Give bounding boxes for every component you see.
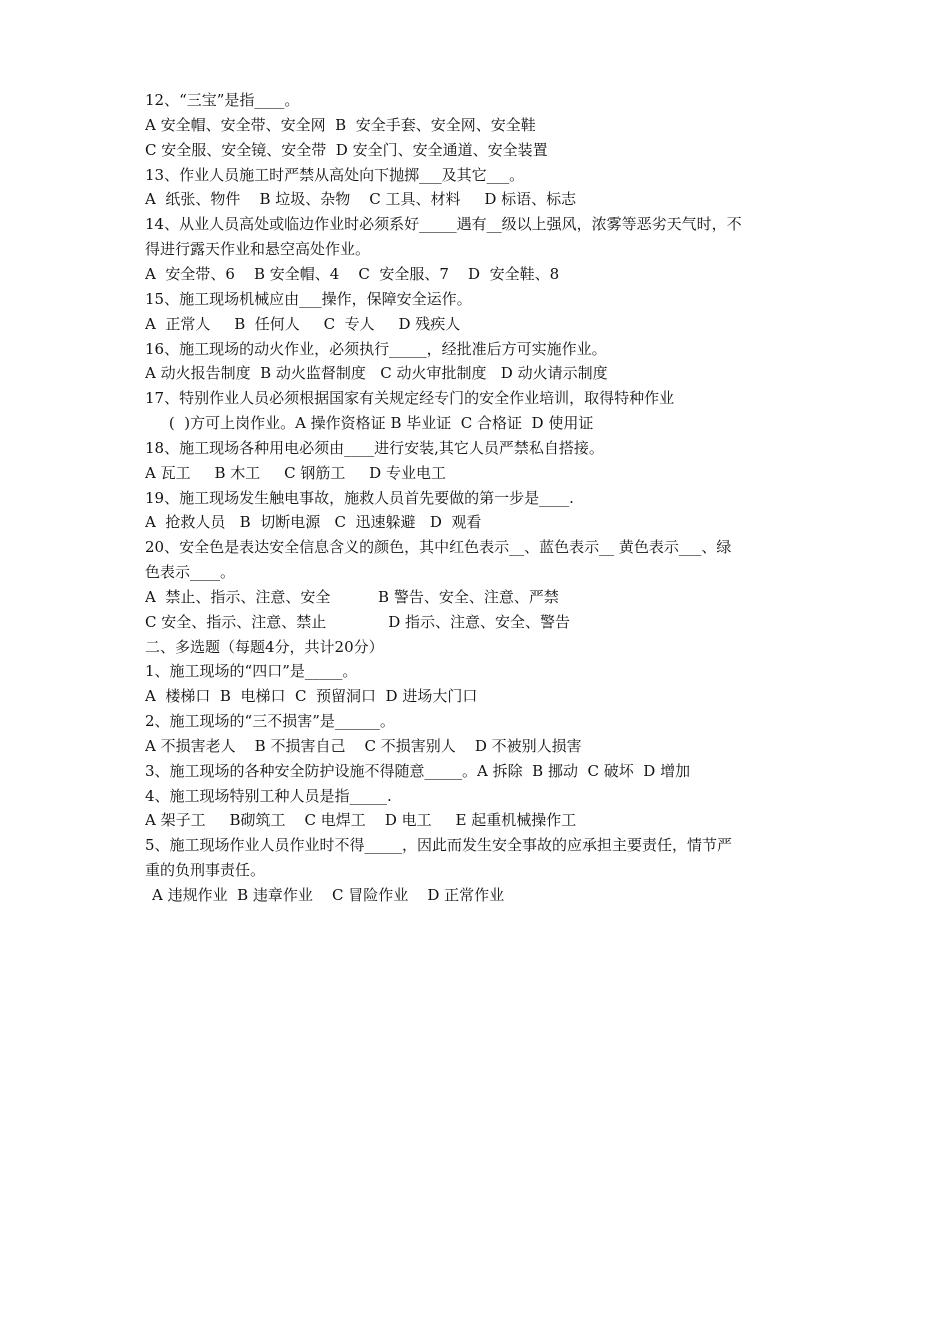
multi-question-2-options: A 不损害老人 B 不损害自己 C 不损害别人 D 不被别人损害 <box>145 737 582 755</box>
question-16: 16、施工现场的动火作业，必须执行_____，经批准后方可实施作业。 <box>145 340 607 358</box>
question-13-options: A 纸张、物件 B 垃圾、杂物 C 工具、材料 D 标语、标志 <box>145 190 577 208</box>
question-12-options-ab: A 安全帽、安全带、安全网 B 安全手套、安全网、安全鞋 <box>145 116 536 134</box>
question-20: 20、安全色是表达安全信息含义的颜色，其中红色表示__、蓝色表示__ 黄色表示___、绿 <box>145 538 732 556</box>
multi-question-4: 4、施工现场特别工种人员是指_____. <box>145 787 392 805</box>
multi-question-2: 2、施工现场的“三不损害”是______。 <box>145 712 395 730</box>
multi-question-3: 3、施工现场的各种安全防护设施不得随意_____。A 拆除 B 挪动 C 破坏 D 增加 <box>145 762 691 780</box>
question-19-options: A 抢救人员 B 切断电源 C 迅速躲避 D 观看 <box>145 513 482 531</box>
question-19: 19、施工现场发生触电事故，施救人员首先要做的第一步是____. <box>145 489 574 507</box>
question-13: 13、作业人员施工时严禁从高处向下抛掷___及其它___。 <box>145 166 525 184</box>
multi-question-5-options: A 违规作业 B 违章作业 C 冒险作业 D 正常作业 <box>152 886 505 904</box>
question-17: 17、特别作业人员必须根据国家有关规定经专门的安全作业培训，取得特种作业 <box>145 389 675 407</box>
question-16-options: A 动火报告制度 B 动火监督制度 C 动火审批制度 D 动火请示制度 <box>145 364 608 382</box>
question-20-cont: 色表示____。 <box>145 563 236 581</box>
question-18-options: A 瓦工 B 木工 C 钢筋工 D 专业电工 <box>145 464 446 482</box>
question-14: 14、从业人员高处或临边作业时必须系好_____遇有__级以上强风，浓雾等恶劣天气时，不 <box>145 215 742 233</box>
multi-question-4-options: A 架子工 B砌筑工 C 电焊工 D 电工 E 起重机械操作工 <box>145 811 577 829</box>
question-20-options-cd: C 安全、指示、注意、禁止 D 指示、注意、安全、警告 <box>145 613 571 631</box>
multi-question-5: 5、施工现场作业人员作业时不得_____，因此而发生安全事故的应承担主要责任，情节严 <box>145 836 733 854</box>
question-18: 18、施工现场各种用电必须由____进行安装,其它人员严禁私自搭接。 <box>145 439 604 457</box>
question-15: 15、施工现场机械应由___操作，保障安全运作。 <box>145 290 472 308</box>
multi-question-5-cont: 重的负刑事责任。 <box>145 861 266 879</box>
question-14-options: A 安全带、6 B 安全帽、4 C 安全服、7 D 安全鞋、8 <box>145 265 560 283</box>
question-15-options: A 正常人 B 任何人 C 专人 D 残疾人 <box>145 315 461 333</box>
question-20-options-ab: A 禁止、指示、注意、安全 B 警告、安全、注意、严禁 <box>145 588 559 606</box>
multi-question-1: 1、施工现场的“四口”是_____。 <box>145 662 358 680</box>
section-heading-multi: 二、多选题（每题4分，共计20分） <box>145 638 384 656</box>
multi-question-1-options: A 楼梯口 B 电梯口 C 预留洞口 D 进场大门口 <box>145 687 478 705</box>
question-14-cont: 得进行露天作业和悬空高处作业。 <box>145 240 371 258</box>
question-17-cont: ( )方可上岗作业。A 操作资格证 B 毕业证 C 合格证 D 使用证 <box>145 414 594 432</box>
question-12: 12、“三宝”是指____。 <box>145 91 300 109</box>
question-12-options-cd: C 安全服、安全镜、安全带 D 安全门、安全通道、安全装置 <box>145 141 548 159</box>
